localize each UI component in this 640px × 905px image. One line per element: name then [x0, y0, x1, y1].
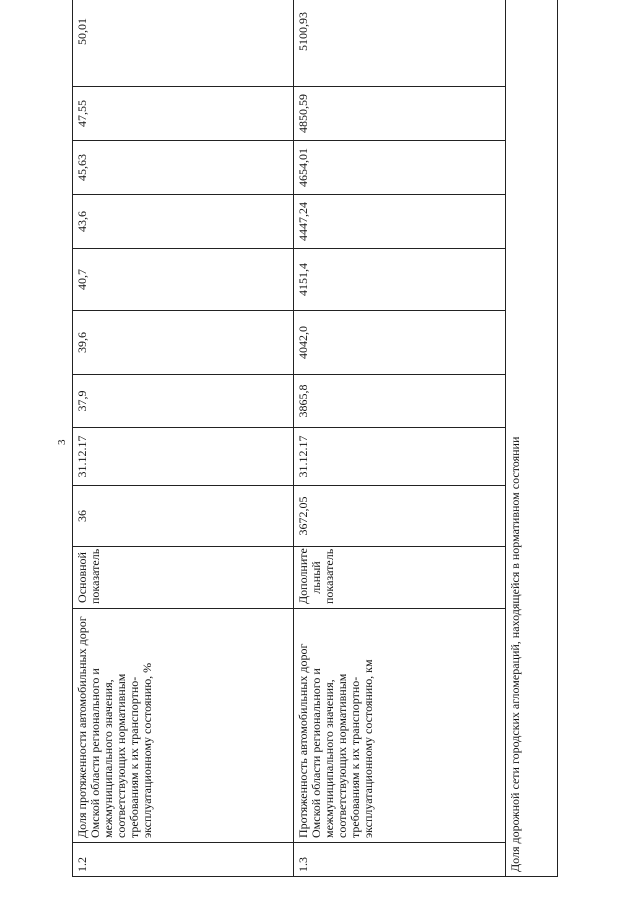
base-value: 3672,05 [294, 486, 506, 547]
rotated-table-wrapper [72, 12, 536, 877]
row-number: 1.2 [73, 843, 294, 877]
year-value: 39,6 [73, 311, 294, 375]
indicator-type: Основной показатель [73, 547, 294, 609]
indicator-name: Протяженность автомобильных дорог Омской области регионального и межмуниципального значения, соответствующих нормативным требованиям к их транспортно-эксплуатационному состоянию, км [294, 609, 506, 843]
year-value: 5100,93 [294, 0, 506, 87]
indicator-type: Дополните льный показатель [294, 547, 506, 609]
table-row [73, 0, 294, 877]
page-number: 3 [56, 439, 68, 445]
year-value: 3865,8 [294, 375, 506, 428]
base-date: 31.12.17 [73, 428, 294, 486]
year-value: 37,9 [73, 375, 294, 428]
year-value: 4654,01 [294, 141, 506, 195]
year-value: 40,7 [73, 249, 294, 311]
table-row [506, 0, 558, 877]
year-value: 47,55 [73, 87, 294, 141]
row-number: 1.3 [294, 843, 506, 877]
year-value: 45,63 [73, 141, 294, 195]
year-value: 50,01 [73, 0, 294, 87]
base-value: 36 [73, 486, 294, 547]
section-footer: Доля дорожной сети городских агломераций, находящейся в нормативном состоянии [506, 0, 558, 877]
year-value: 43,6 [73, 195, 294, 249]
indicators-table [72, 0, 558, 877]
year-value: 4042,0 [294, 311, 506, 375]
year-value: 4151,4 [294, 249, 506, 311]
base-date: 31.12.17 [294, 428, 506, 486]
year-value: 4447,24 [294, 195, 506, 249]
indicator-name: Доля протяженности автомобильных дорог Омской области регионального и межмуниципального значения, соответствующих нормативным требованиям к их транспортно-эксплуатационному состоянию, % [73, 609, 294, 843]
year-value: 4850,59 [294, 87, 506, 141]
table-row [294, 0, 506, 877]
